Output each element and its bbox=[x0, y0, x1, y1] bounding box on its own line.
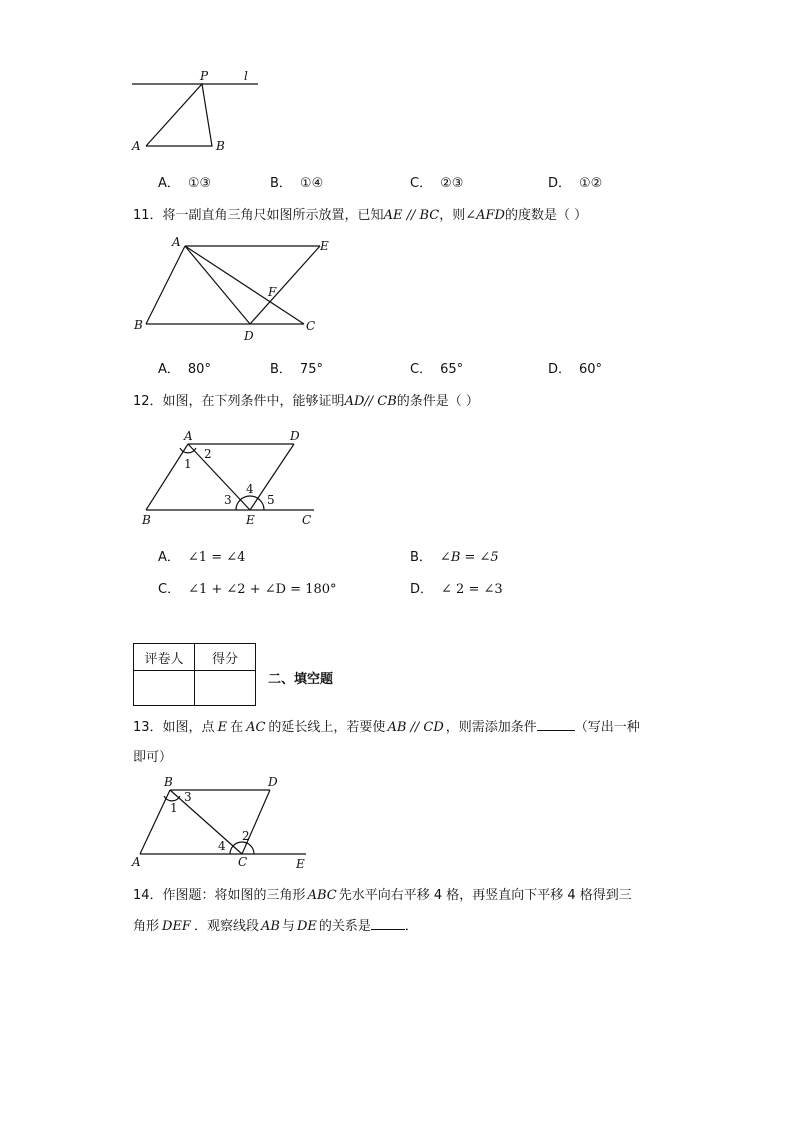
q12-label-d: D bbox=[290, 429, 300, 443]
q14-answer-blank[interactable] bbox=[371, 917, 405, 930]
q13-label-a: A bbox=[132, 855, 141, 869]
question-number: 13． bbox=[133, 720, 163, 735]
q12-label-e: E bbox=[246, 513, 255, 527]
q10-option-b[interactable] bbox=[270, 172, 323, 191]
option-letter: B． bbox=[270, 176, 292, 191]
q14-triangle-abc: ABC bbox=[307, 888, 337, 903]
q14-stem bbox=[133, 884, 632, 903]
q11-condition: AE // BC bbox=[383, 208, 440, 223]
q12-angle-1: 1 bbox=[184, 457, 192, 471]
q13-stem-text-2: 在 bbox=[230, 720, 244, 735]
option-text: ∠B = ∠5 bbox=[439, 550, 499, 565]
q11-stem bbox=[133, 204, 587, 223]
q13-label-e: E bbox=[296, 857, 305, 871]
q11-label-c: C bbox=[306, 319, 316, 333]
q11-option-c[interactable] bbox=[410, 358, 463, 377]
q14-line2-text-2: ．观察线段 bbox=[193, 919, 259, 934]
q10-figure bbox=[120, 60, 280, 160]
option-text: ①④ bbox=[299, 176, 324, 191]
q11-label-a: A bbox=[172, 235, 181, 249]
q13-label-c: C bbox=[238, 855, 248, 869]
q11-angle: ∠AFD bbox=[465, 208, 505, 223]
q12-angle-3: 3 bbox=[224, 493, 232, 507]
q11-label-b: B bbox=[134, 318, 143, 332]
option-letter: C． bbox=[158, 582, 181, 597]
q13-angle-3: 3 bbox=[184, 790, 192, 804]
q11-label-d: D bbox=[244, 329, 254, 343]
q11-option-b[interactable] bbox=[270, 358, 323, 377]
score-cell[interactable] bbox=[195, 671, 256, 706]
option-letter: A． bbox=[158, 550, 180, 565]
option-text: 75° bbox=[299, 362, 323, 377]
q13-figure bbox=[130, 772, 320, 872]
q13-angle-1: 1 bbox=[170, 801, 178, 815]
q12-label-b: B bbox=[142, 513, 151, 527]
option-text: 60° bbox=[579, 362, 603, 377]
reviewer-cell[interactable] bbox=[134, 671, 195, 706]
q12-stem-text: 如图，在下列条件中，能够证明 bbox=[162, 394, 345, 409]
q13-stem-line2: 即可） bbox=[133, 750, 173, 765]
q10-option-c[interactable] bbox=[410, 172, 463, 191]
q12-option-d[interactable] bbox=[410, 578, 503, 597]
option-text: ∠1 = ∠4 bbox=[187, 550, 246, 565]
q12-angle-4: 4 bbox=[246, 482, 254, 496]
q10-option-d[interactable] bbox=[548, 172, 602, 191]
q13-stem-text-4: ，则需添加条件 bbox=[445, 720, 537, 735]
q11-stem-text: 将一副直角三角尺如图所示放置，已知 bbox=[162, 208, 384, 223]
q10-label-p: P bbox=[200, 69, 209, 83]
section-title: 二、填空题 bbox=[268, 672, 334, 687]
score-table bbox=[133, 643, 256, 706]
q13-condition: AB // CD bbox=[387, 720, 444, 735]
q11-option-a[interactable] bbox=[158, 358, 211, 377]
option-letter: C． bbox=[410, 176, 433, 191]
q12-figure bbox=[136, 424, 326, 534]
q13-point-e: E bbox=[217, 720, 228, 735]
option-text: ∠1 + ∠2 + ∠D = 180° bbox=[188, 582, 337, 597]
option-letter: D． bbox=[410, 582, 434, 597]
q12-label-a: A bbox=[184, 429, 193, 443]
q13-angle-4: 4 bbox=[218, 839, 226, 853]
option-text: 80° bbox=[187, 362, 211, 377]
q11-label-e: E bbox=[320, 239, 329, 253]
q13-stem-text: 如图，点 bbox=[162, 720, 215, 735]
q13-stem bbox=[133, 716, 640, 735]
reviewer-header: 评卷人 bbox=[134, 644, 195, 671]
q13-answer-blank[interactable] bbox=[537, 718, 575, 731]
option-text: ①③ bbox=[187, 176, 212, 191]
q11-figure bbox=[130, 234, 340, 344]
q14-segment-de: DE bbox=[296, 919, 317, 934]
q12-angle-5: 5 bbox=[267, 493, 275, 507]
q13-stem-text-3: 的延长线上，若要使 bbox=[268, 720, 386, 735]
option-text: ∠ 2 = ∠3 bbox=[441, 582, 503, 597]
q12-option-a[interactable] bbox=[158, 546, 245, 565]
q14-line2-text-5: ． bbox=[404, 919, 418, 934]
q11-option-d[interactable] bbox=[548, 358, 602, 377]
question-number: 14． bbox=[133, 888, 163, 903]
q14-segment-ab: AB bbox=[260, 919, 280, 934]
option-letter: B． bbox=[270, 362, 292, 377]
q13-label-d: D bbox=[268, 775, 278, 789]
option-letter: D． bbox=[548, 176, 572, 191]
q13-label-b: B bbox=[164, 775, 173, 789]
option-text: ①② bbox=[579, 176, 603, 191]
q12-condition: AD// CB bbox=[344, 394, 397, 409]
q14-stem-text: 作图题：将如图的三角形 bbox=[162, 888, 306, 903]
question-number: 12． bbox=[133, 394, 163, 409]
option-text: ②③ bbox=[440, 176, 464, 191]
q12-option-b[interactable] bbox=[410, 546, 499, 565]
q11-label-f: F bbox=[268, 285, 277, 299]
q13-stem-text-5: （写出一种 bbox=[574, 720, 640, 735]
q11-stem-text-2: ，则 bbox=[439, 208, 466, 223]
option-letter: A． bbox=[158, 362, 180, 377]
q12-label-c: C bbox=[302, 513, 312, 527]
option-letter: C． bbox=[410, 362, 433, 377]
q14-stem-text-2: 先水平向右平移 4 格，再竖直向下平移 4 格得到三 bbox=[338, 888, 632, 903]
q12-option-c[interactable] bbox=[158, 578, 337, 597]
q13-segment-ac: AC bbox=[246, 720, 266, 735]
q10-option-a[interactable] bbox=[158, 172, 211, 191]
option-text: 65° bbox=[440, 362, 464, 377]
q12-stem-text-2: 的条件是（ ） bbox=[396, 394, 479, 409]
q10-label-l: l bbox=[244, 69, 248, 83]
q12-stem bbox=[133, 390, 479, 409]
q14-line2-text: 角形 bbox=[133, 919, 160, 934]
option-letter: A． bbox=[158, 176, 180, 191]
q13-angle-2: 2 bbox=[242, 829, 250, 843]
q10-label-b: B bbox=[216, 139, 225, 153]
score-header: 得分 bbox=[195, 644, 256, 671]
question-number: 11． bbox=[133, 208, 163, 223]
q12-angle-2: 2 bbox=[204, 447, 212, 461]
q14-stem-line2 bbox=[133, 915, 418, 934]
option-letter: D． bbox=[548, 362, 572, 377]
q10-label-a: A bbox=[132, 139, 141, 153]
q11-stem-text-3: 的度数是（ ） bbox=[504, 208, 588, 223]
option-letter: B． bbox=[410, 550, 432, 565]
q14-line2-text-3: 与 bbox=[281, 919, 295, 934]
q14-line2-text-4: 的关系是 bbox=[318, 919, 371, 934]
q14-triangle-def: DEF bbox=[162, 919, 191, 934]
